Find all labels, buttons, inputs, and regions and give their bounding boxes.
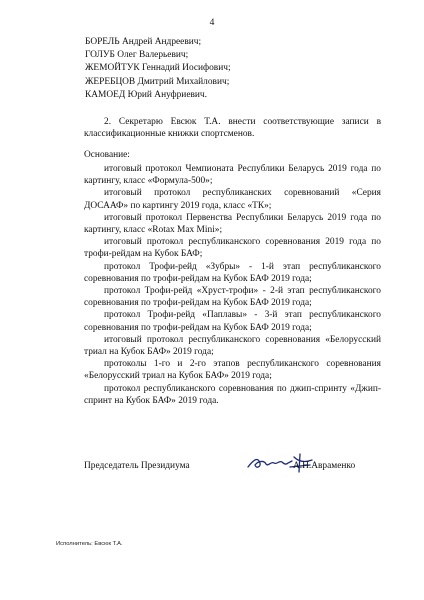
signature-title: Председатель Президиума xyxy=(84,461,190,471)
basis-label: Основание: xyxy=(84,150,130,160)
basis-item: итоговый протокол Чемпионата Республики Беларусь 2019 года по картингу, класс «Формула-500»; xyxy=(84,164,381,187)
basis-item: протоколы 1-го и 2-го этапов республиканского соревнования «Белорусский триал на Кубок БАФ» 2019 года; xyxy=(84,359,381,382)
name-line: КАМОЕД Юрий Ануфриевич. xyxy=(85,89,207,100)
executor-note: Исполнитель: Евсюк Т.А. xyxy=(56,541,123,547)
basis-item: протокол Трофи-рейд «Хруст-трофи» - 2-й этап республиканского соревнования по трофи-рейдам на Кубок БАФ 2019 года; xyxy=(84,286,381,309)
name-line: ГОЛУБ Олег Валерьевич; xyxy=(85,50,189,61)
names-list xyxy=(85,36,231,102)
name-line: БОРЕЛЬ Андрей Андреевич; xyxy=(85,37,202,47)
basis-item: протокол Трофи-рейд «Зубры» - 1-й этап республиканского соревнования по трофи-рейдам на Кубок БАФ 2019 года; xyxy=(84,261,381,284)
signature-name: А.Н.Авраменко xyxy=(293,461,356,471)
basis-item: итоговый протокол республиканского соревнования 2019 года по трофи-рейдам на Кубок БАФ; xyxy=(84,237,381,260)
basis-item: итоговый протокол республиканских соревнований «Серия ДОСААФ» по картингу 2019 года, класс «ТК»; xyxy=(84,188,381,211)
basis-item: протокол республиканского соревнования по джип-спринту «Джип-спринт на Кубок БАФ» 2019 года. xyxy=(84,383,381,406)
page-number: 4 xyxy=(209,18,215,28)
paragraph-2: 2. Секретарю Евсюк Т.А. внести соответствующие записи в классификационные книжки спортсменов. xyxy=(84,117,381,140)
name-line: ЖЕРЕБЦОВ Дмитрий Михайлович; xyxy=(85,76,230,87)
basis-list xyxy=(84,163,381,407)
basis-item: итоговый протокол Первенства Республики Беларусь 2019 года по картингу, класс «Rotax Max Mini»; xyxy=(84,212,381,236)
name-line: ЖЕМОЙТУК Геннадий Иосифович; xyxy=(85,63,231,74)
basis-item: итоговый протокол республиканского соревнования «Белорусский триал на Кубок БАФ» 2019 года; xyxy=(84,334,381,358)
basis-item: протокол Трофи-рейд «Паплавы» - 3-й этап республиканского соревнования по трофи-рейдам на Кубок БАФ 2019 года; xyxy=(84,310,381,333)
